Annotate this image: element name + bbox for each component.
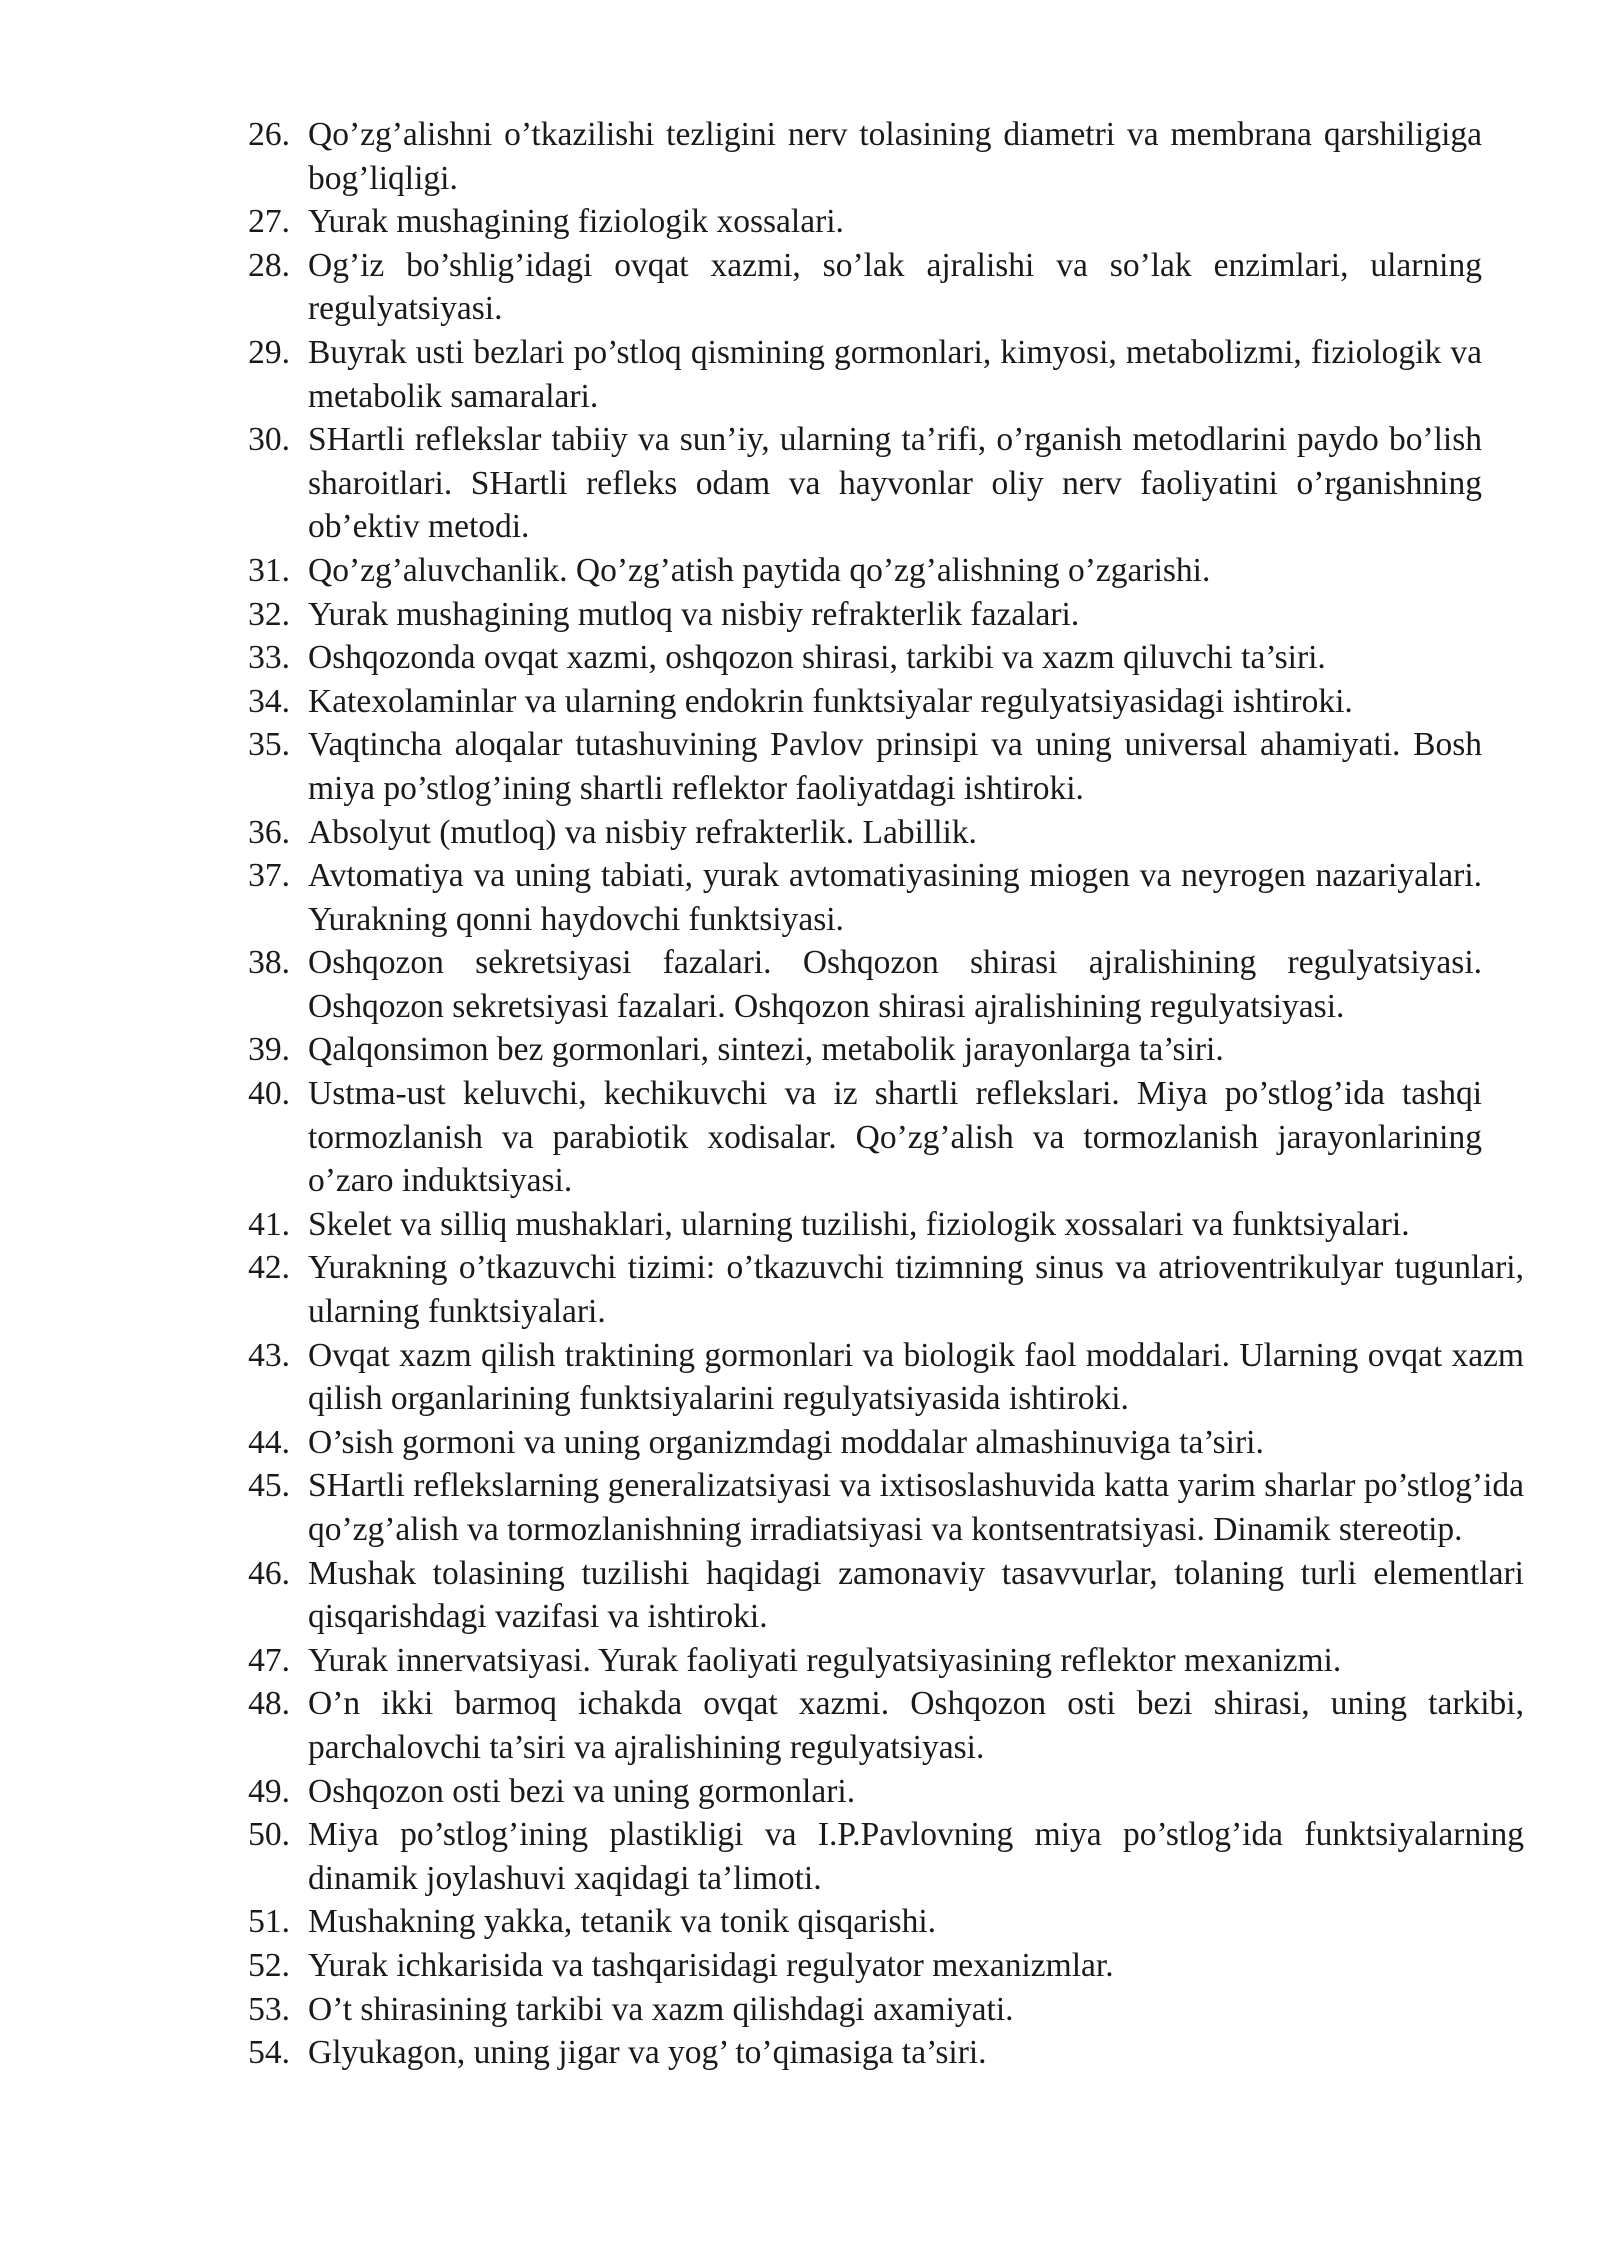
question-text: Ovqat xazm qilish traktining gormonlari va biologik faol moddalari. Ularning ovqat xazm qilish organlarining funktsiyalarini regulyatsiyasida ishtiroki. [308, 1336, 1524, 1418]
question-list [232, 113, 1524, 2075]
question-item [232, 1770, 1524, 1814]
question-item [232, 1552, 1524, 1639]
question-text: Mushak tolasining tuzilishi haqidagi zamonaviy tasavvurlar, tolaning turli elementlari qisqarishdagi vazifasi va ishtiroki. [308, 1554, 1524, 1636]
question-number: 44. [248, 1423, 290, 1461]
question-item [232, 1813, 1524, 1900]
question-text: Qo’zg’aluvchanlik. Qo’zg’atish paytida qo’zg’alishning o’zgarishi. [308, 551, 1211, 589]
question-item [232, 941, 1482, 1028]
question-number: 28. [248, 246, 290, 284]
question-number: 43. [248, 1336, 290, 1374]
question-item [232, 200, 1482, 244]
question-item [232, 636, 1482, 680]
question-text: Yurak mushagining fiziologik xossalari. [308, 203, 844, 241]
question-number: 52. [248, 1946, 290, 1984]
question-number: 41. [248, 1205, 290, 1243]
question-item [232, 244, 1482, 331]
question-item [232, 549, 1482, 593]
question-number: 35. [248, 726, 290, 764]
question-text: O’n ikki barmoq ichakda ovqat xazmi. Oshqozon osti bezi shirasi, uning tarkibi, parchalovchi ta’siri va ajralishining regulyatsiyasi. [308, 1685, 1524, 1766]
question-number: 27. [248, 203, 290, 241]
question-text: Vaqtincha aloqalar tutashuvining Pavlov prinsipi va uning universal ahamiyati. Bosh miya po’stlog’ining shartli reflektor faoliyatdagi ishtiroki. [308, 726, 1482, 807]
question-text: Katexolaminlar va ularning endokrin funktsiyalar regulyatsiyasidagi ishtiroki. [308, 682, 1353, 720]
question-item [232, 1421, 1524, 1465]
question-item [232, 1072, 1482, 1203]
question-number: 31. [248, 551, 290, 589]
question-text: Miya po’stlog’ining plastikligi va I.P.Pavlovning miya po’stlog’ida funktsiyalarning dinamik joylashuvi xaqidagi ta’limoti. [308, 1816, 1524, 1897]
question-text: Og’iz bo’shlig’idagi ovqat xazmi, so’lak ajralishi va so’lak enzimlari, ularning regulyatsiyasi. [308, 246, 1482, 328]
question-number: 29. [248, 333, 290, 371]
question-number: 39. [248, 1031, 290, 1069]
question-number: 34. [248, 682, 290, 720]
question-number: 45. [248, 1467, 290, 1505]
question-text: Qo’zg’alishni o’tkazilishi tezligini nerv tolasining diametri va membrana qarshiligiga bog’liqligi. [308, 116, 1482, 197]
question-number: 32. [248, 595, 290, 633]
question-text: Yurak mushagining mutloq va nisbiy refrakterlik fazalari. [308, 595, 1080, 633]
question-item [232, 1246, 1524, 1333]
question-number: 50. [248, 1816, 290, 1854]
question-text: Yurakning o’tkazuvchi tizimi: o’tkazuvchi tizimning sinus va atrioventrikulyar tugunlari, ularning funktsiyalari. [308, 1249, 1524, 1331]
question-text: Oshqozonda ovqat xazmi, oshqozon shirasi, tarkibi va xazm qiluvchi ta’siri. [308, 639, 1326, 677]
question-item [232, 854, 1482, 941]
question-item [232, 1900, 1524, 1944]
question-item [232, 811, 1482, 855]
question-item [232, 1203, 1524, 1247]
question-item [232, 680, 1482, 724]
question-item [232, 418, 1482, 549]
question-text: O’t shirasining tarkibi va xazm qilishdagi axamiyati. [308, 1990, 1014, 2028]
question-text: Oshqozon osti bezi va uning gormonlari. [308, 1772, 856, 1810]
question-item [232, 723, 1482, 810]
question-item [232, 331, 1482, 418]
question-number: 33. [248, 639, 290, 677]
question-text: Buyrak usti bezlari po’stloq qismining gormonlari, kimyosi, metabolizmi, fiziologik va metabolik samaralari. [308, 333, 1482, 415]
question-item [232, 1682, 1524, 1769]
question-number: 30. [248, 421, 290, 459]
question-text: Yurak ichkarisida va tashqarisidagi regulyator mexanizmlar. [308, 1946, 1114, 1984]
question-number: 48. [248, 1685, 290, 1723]
question-number: 36. [248, 813, 290, 851]
question-number: 54. [248, 2034, 290, 2072]
question-item [232, 113, 1482, 200]
question-number: 37. [248, 857, 290, 895]
question-text: O’sish gormoni va uning organizmdagi moddalar almashinuviga ta’siri. [308, 1423, 1264, 1461]
question-item [232, 2031, 1524, 2075]
question-text: Glyukagon, uning jigar va yog’ to’qimasiga ta’siri. [308, 2034, 987, 2072]
question-number: 47. [248, 1641, 290, 1679]
question-item [232, 1944, 1524, 1988]
question-item [232, 1464, 1524, 1551]
question-number: 40. [248, 1075, 290, 1113]
question-number: 42. [248, 1249, 290, 1287]
question-number: 53. [248, 1990, 290, 2028]
question-number: 26. [248, 116, 290, 153]
question-number: 51. [248, 1903, 290, 1941]
question-item [232, 1334, 1524, 1421]
question-item [232, 1639, 1524, 1683]
question-text: Ustma-ust keluvchi, kechikuvchi va iz shartli reflekslari. Miya po’stlog’ida tashqi tormozlanish va parabiotik xodisalar. Qo’zg’alish va tormozlanish jarayonlarining o’zaro induktsiyasi. [308, 1075, 1482, 1200]
question-text: Qalqonsimon bez gormonlari, sintezi, metabolik jarayonlarga ta’siri. [308, 1031, 1224, 1069]
question-text: Yurak innervatsiyasi. Yurak faoliyati regulyatsiyasining reflektor mexanizmi. [308, 1641, 1342, 1679]
question-number: 38. [248, 944, 290, 982]
question-text: SHartli reflekslar tabiiy va sun’iy, ularning ta’rifi, o’rganish metodlarini paydo bo’lish sharoitlari. SHartli refleks odam va hayvonlar oliy nerv faoliyatini o’rganishning ob’ektiv metodi. [308, 421, 1482, 546]
question-text: Absolyut (mutloq) va nisbiy refrakterlik. Labillik. [308, 813, 977, 851]
question-number: 49. [248, 1772, 290, 1810]
question-text: Skelet va silliq mushaklari, ularning tuzilishi, fiziologik xossalari va funktsiyalari. [308, 1205, 1410, 1243]
question-item [232, 1028, 1482, 1072]
question-text: Mushakning yakka, tetanik va tonik qisqarishi. [308, 1903, 937, 1941]
question-number: 46. [248, 1554, 290, 1592]
question-text: SHartli reflekslarning generalizatsiyasi va ixtisoslashuvida katta yarim sharlar po’stlog’ida qo’zg’alish va tormozlanishning irradiatsiyasi va kontsentratsiyasi. Dinamik stereotip. [308, 1467, 1524, 1548]
question-item [232, 1988, 1524, 2032]
question-item [232, 593, 1482, 637]
question-text: Avtomatiya va uning tabiati, yurak avtomatiyasining miogen va neyrogen nazariyalari. Yurakning qonni haydovchi funktsiyasi. [308, 857, 1482, 938]
question-text: Oshqozon sekretsiyasi fazalari. Oshqozon shirasi ajralishining regulyatsiyasi. Oshqozon sekretsiyasi fazalari. Oshqozon shirasi ajralishining regulyatsiyasi. [308, 944, 1482, 1025]
